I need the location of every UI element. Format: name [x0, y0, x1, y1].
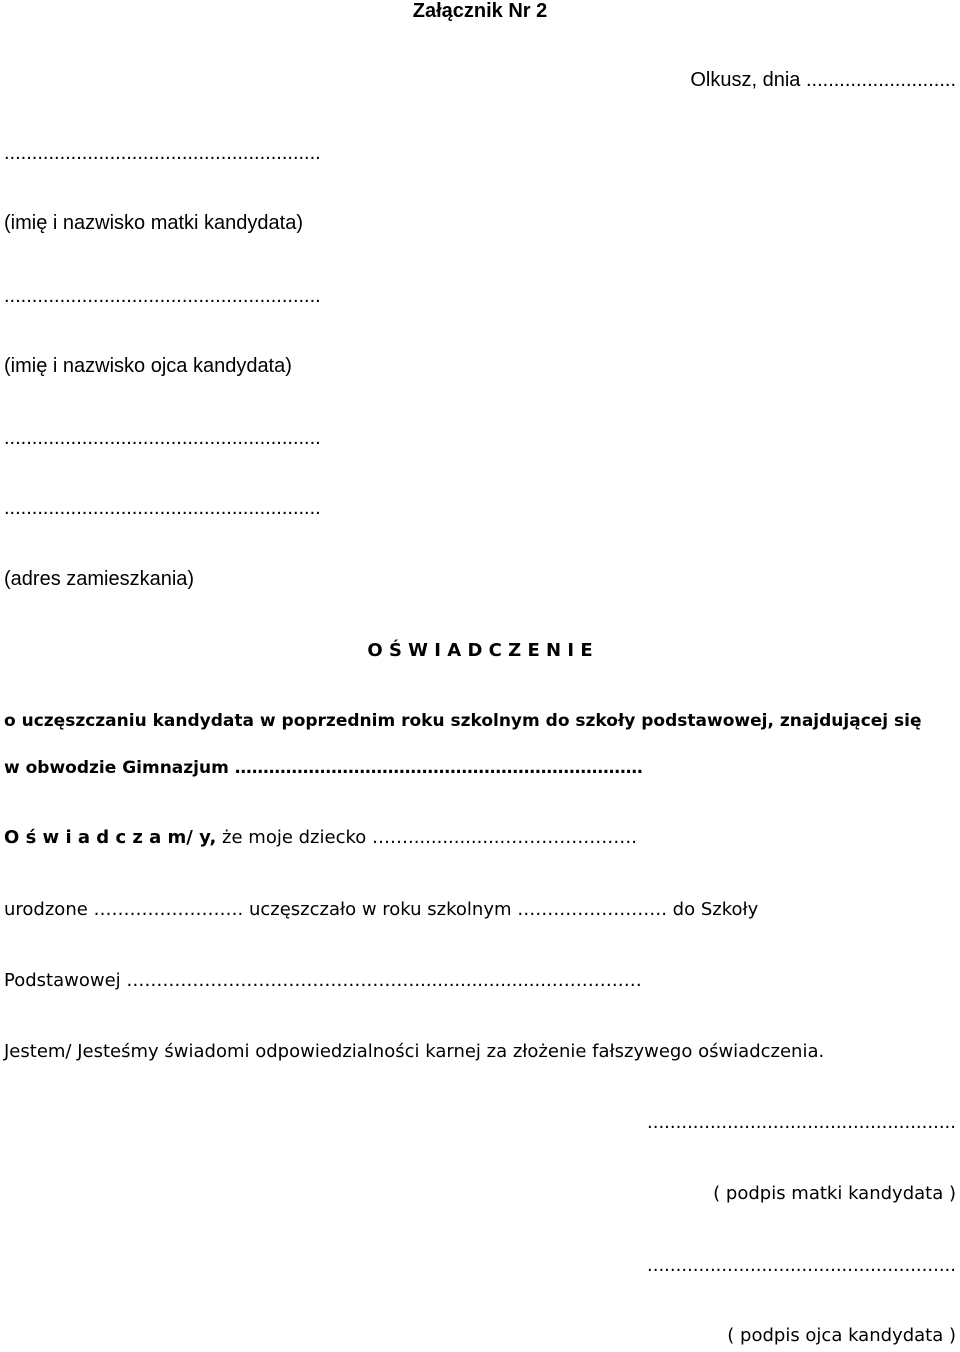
child-text: że moje dziecko …….................…………………. — [216, 827, 637, 848]
father-signature-caption: ( podpis ojca kandydata ) — [727, 1325, 956, 1346]
declaration-line — [4, 825, 637, 851]
father-name-caption: (imię i nazwisko ojca kandydata) — [4, 355, 292, 377]
address-caption: (adres zamieszkania) — [4, 568, 195, 590]
place-date: Olkusz, dnia ........................... — [690, 69, 956, 91]
declare-label: O ś w i a d c z a m/ y, — [4, 827, 217, 848]
address-line-2: ......................................................... — [4, 497, 321, 519]
subject-line-1: o uczęszczaniu kandydata w poprzednim roku szkolnym do szkoły podstawowej, znajdującej się — [4, 711, 922, 731]
mother-signature-line: ...................................................... — [647, 1112, 956, 1133]
father-name-line: ......................................................... — [4, 285, 321, 307]
subject-line-2: w obwodzie Gimnazjum ……………………………………………………………… — [4, 758, 643, 778]
mother-name-caption: (imię i nazwisko matki kandydata) — [4, 212, 303, 234]
mother-name-line: ......................................................... — [4, 142, 321, 164]
father-signature-line: ...................................................... — [647, 1255, 956, 1276]
mother-signature-caption: ( podpis matki kandydata ) — [713, 1183, 956, 1204]
school-line: Podstawowej …………………………………………........................…………… — [4, 970, 642, 991]
liability-statement: Jestem/ Jesteśmy świadomi odpowiedzialności karnej za złożenie fałszywego oświadczenia. — [4, 1041, 825, 1062]
birth-school-line: urodzone ……………………. uczęszczało w roku szkolnym ……………………. do Szkoły — [4, 899, 759, 920]
attachment-number: Załącznik Nr 2 — [412, 0, 548, 22]
document-title: O Ś W I A D C Z E N I E — [367, 640, 593, 661]
address-line-1: ......................................................... — [4, 427, 321, 449]
